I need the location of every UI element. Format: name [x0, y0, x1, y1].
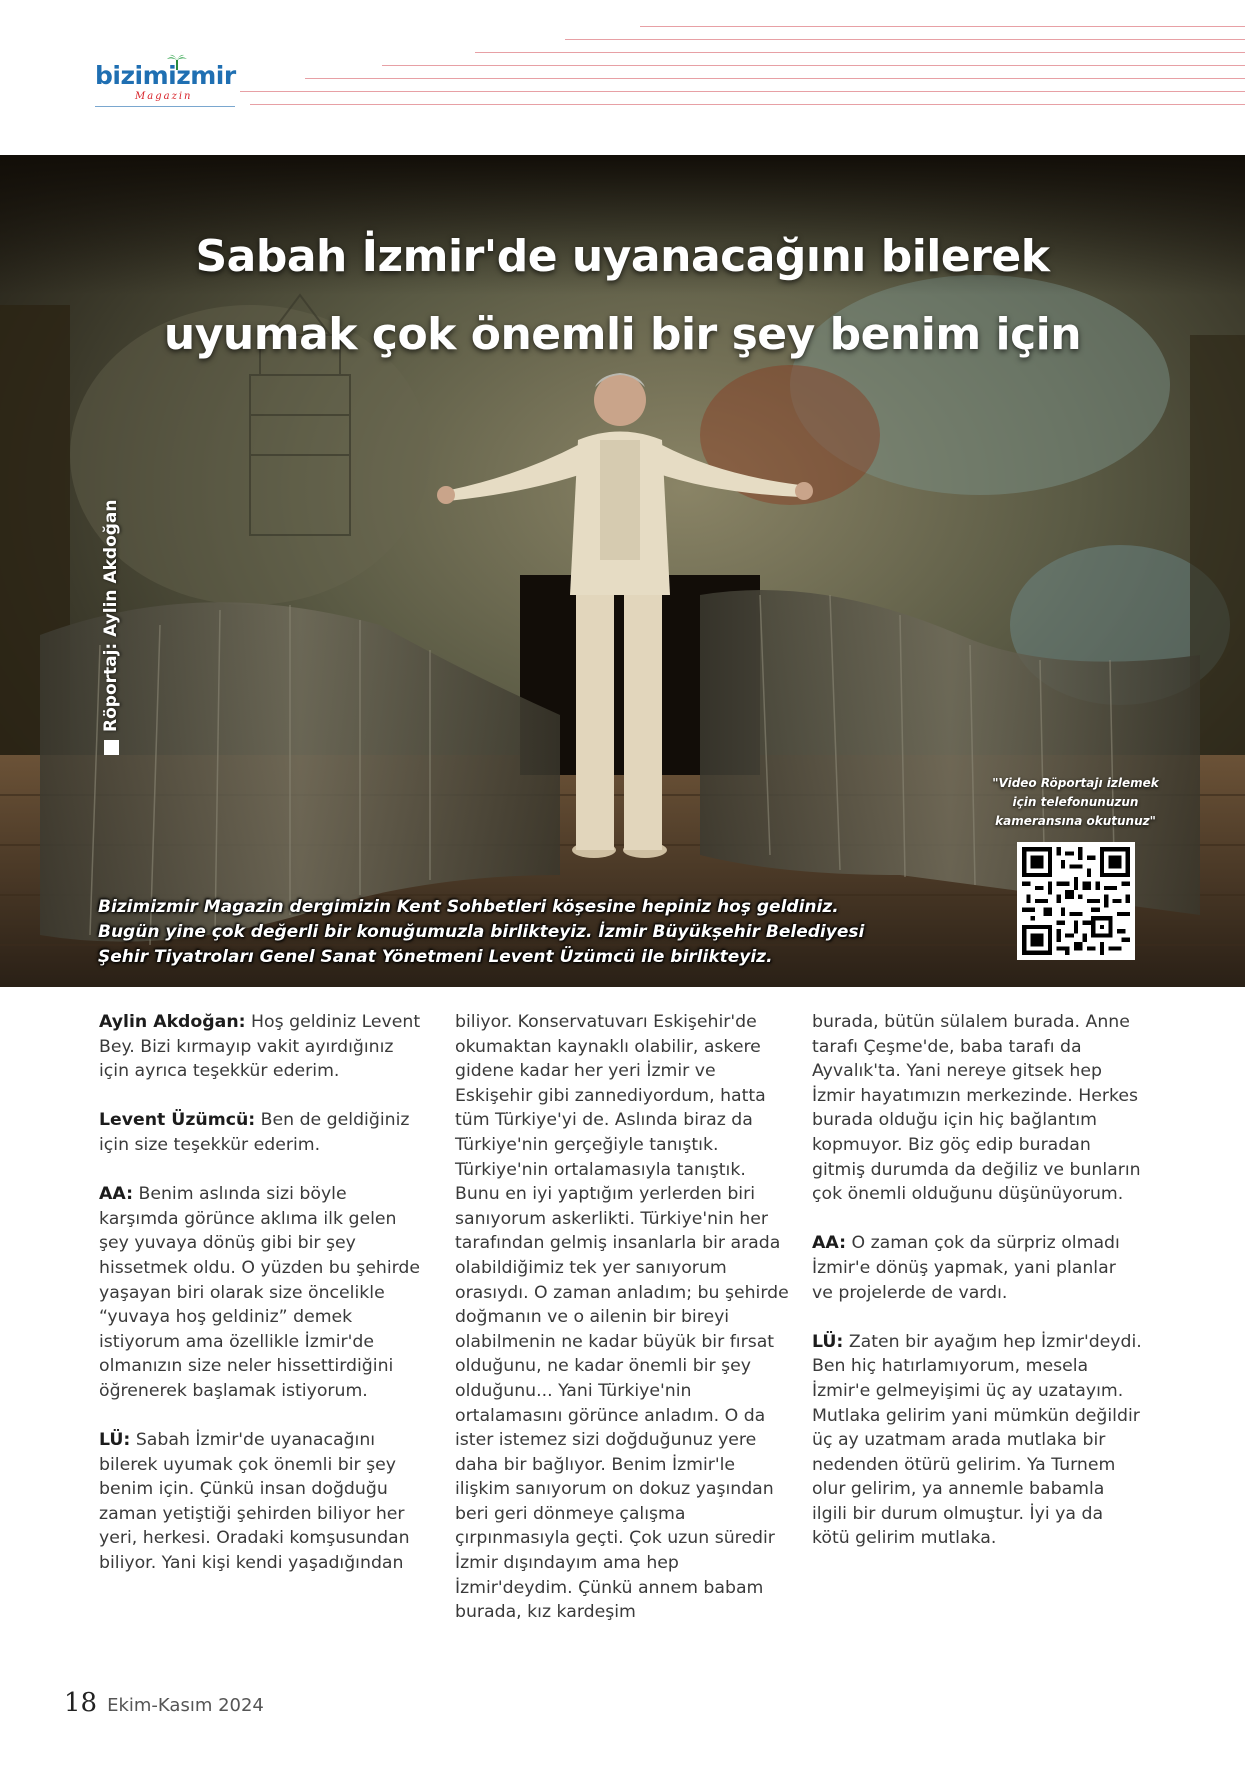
palm-tree-icon [166, 54, 188, 70]
decorative-rule [382, 65, 1245, 66]
paragraph [455, 1010, 790, 1625]
article-column-1 [99, 1010, 424, 1576]
page-header [0, 0, 1245, 155]
decorative-rule [250, 104, 1245, 105]
qr-caption [988, 774, 1163, 831]
headline-line-2: uyumak çok önemli bir şey benim için [163, 309, 1082, 360]
paragraph [99, 1182, 424, 1403]
decorative-rule [475, 52, 1245, 53]
article-headline [60, 218, 1185, 374]
logo-subtext: Magazin [135, 91, 193, 102]
intro-line-3: Şehir Tiyatroları Genel Sanat Yönetmeni Levent Üzümcü ile birlikteyiz. [98, 947, 773, 967]
paragraph-text: biliyor. Konservatuvarı Eskişehir'de okumaktan kaynaklı olabilir, askere gidene kadar her yeri İzmir ve Eskişehir gibi zannediyordum, hatta tüm Türkiye'yi de. Aslında biraz da Türkiye'nin gerçeğiyle tanıştık. Türkiye'nin ortalamasıyla tanıştık. Bunu en iyi yaptığım yerlerden biri sanıyorum askerlikti. Türkiye'nin her tarafından gelmiş insanlarla bir arada olabildiğimiz tek yer sanıyorum orasıydı. O zaman anladım; bu şehirde doğmanın ve o ailenin bir bireyi olabilmenin ne kadar büyük bir fırsat olduğunu, ne kadar önemli bir şey olduğunu... Yani Türkiye'nin ortalamasını görünce anladım. O da ister istemez sizi doğduğunuz yere daha bir bağlıyor. Benim İzmir'le ilişkim sanıyorum on dokuz yaşından beri geri dönmeye çalışma çırpınmasıyla geçti. Çok uzun süredir İzmir dışındayım ama hep İzmir'deydim. Çünkü annem babam burada, kız kardeşim [455, 1012, 789, 1623]
page-footer [64, 1688, 264, 1718]
decorative-rule [240, 91, 1245, 92]
hero-photo [0, 155, 1245, 987]
logo-text: bizimizmir [95, 61, 236, 90]
intro-line-1: Bizimizmir Magazin dergimizin Kent Sohbetleri köşesine hepiniz hoş geldiniz. [98, 897, 839, 917]
paragraph-text: Benim aslında sizi böyle karşımda görünce aklıma ilk gelen şey yuvaya dönüş gibi bir şey hissetmek oldu. O yüzden bu şehirde yaşayan biri olarak size öncelikle “yuvaya hoş geldiniz” demek istiyorum ama özellikle İzmir'de olmanızın size neler hissettirdiğini öğrenerek başlamak istiyorum. [99, 1184, 421, 1401]
speaker-label: LÜ: [99, 1430, 131, 1451]
byline [101, 499, 121, 755]
article-column-2 [455, 1010, 790, 1625]
paragraph [99, 1428, 424, 1576]
paragraph-text: O zaman çok da sürpriz olmadı İzmir'e dönüş yapmak, yani planlar ve projelerde de vardı. [812, 1233, 1120, 1303]
speaker-label: Levent Üzümcü: [99, 1110, 256, 1131]
speaker-label: AA: [99, 1184, 133, 1205]
paragraph [812, 1231, 1142, 1305]
speaker-label: LÜ: [812, 1331, 844, 1352]
paragraph-text: Sabah İzmir'de uyanacağını bilerek uyumak çok önemli bir şey benim için. Çünkü insan doğduğu zaman yetiştiği şehirden biliyor her yeri, herkesi. Oradaki komşusundan biliyor. Yani kişi kendi yaşadığından [99, 1430, 410, 1574]
decorative-rule [640, 26, 1245, 27]
qr-caption-line-2: için telefonunuzun [1012, 795, 1139, 809]
paragraph [99, 1108, 424, 1157]
paragraph-text: Hoş geldiniz Levent Bey. Bizi kırmayıp vakit ayırdığınız için ayrıca teşekkür ederim. [99, 1012, 421, 1082]
magazine-logo [95, 62, 245, 112]
intro-text [98, 895, 958, 970]
paragraph-text: Zaten bir ayağım hep İzmir'deydi. Ben hiç hatırlamıyorum, mesela İzmir'e gelmeyişimi üç ay uzatayım. Mutlaka gelirim yani mümkün değildir üç ay uzatmam arada mutlaka bir nedenden ötürü gelirim. Ya Turnem olur gelirim, ya annemle babamla ilgili bir durum olmuştur. İyi ya da kötü gelirim mutlaka. [812, 1331, 1142, 1549]
paragraph [812, 1010, 1142, 1207]
paragraph-text: burada, bütün sülalem burada. Anne tarafı Çeşme'de, baba tarafı da Ayvalık'ta. Yani nereye gitsek hep İzmir hayatımızın merkezinde. Herkes burada olduğu için hiç bağlantım kopmuyor. Biz göç edip buradan gitmiş durumda da değiliz ve bunların çok önemli olduğunu düşünüyorum. [812, 1012, 1141, 1205]
qr-code[interactable] [1017, 842, 1135, 960]
paragraph-text: Ben de geldiğiniz için size teşekkür ederim. [99, 1110, 410, 1155]
speaker-label: AA: [812, 1233, 846, 1254]
decorative-rule [305, 78, 1245, 79]
byline-square-icon [104, 740, 119, 755]
paragraph [99, 1010, 424, 1084]
page-number: 18 [64, 1688, 98, 1718]
byline-text: Röportaj: Aylin Akdoğan [101, 499, 121, 732]
speaker-label: Aylin Akdoğan: [99, 1012, 246, 1032]
issue-date: Ekim-Kasım 2024 [107, 1695, 264, 1716]
qr-code-icon [1022, 847, 1130, 955]
article-column-3 [812, 1010, 1142, 1551]
qr-caption-line-3: kameransına okutunuz" [995, 814, 1156, 828]
qr-caption-line-1: "Video Röportajı izlemek [992, 776, 1159, 790]
headline-line-1: Sabah İzmir'de uyanacağını bilerek [195, 231, 1050, 282]
decorative-rule [565, 39, 1245, 40]
paragraph [812, 1330, 1142, 1551]
logo-underline [95, 106, 235, 107]
intro-line-2: Bugün yine çok değerli bir konuğumuzla birlikteyiz. İzmir Büyükşehir Belediyesi [98, 922, 865, 942]
